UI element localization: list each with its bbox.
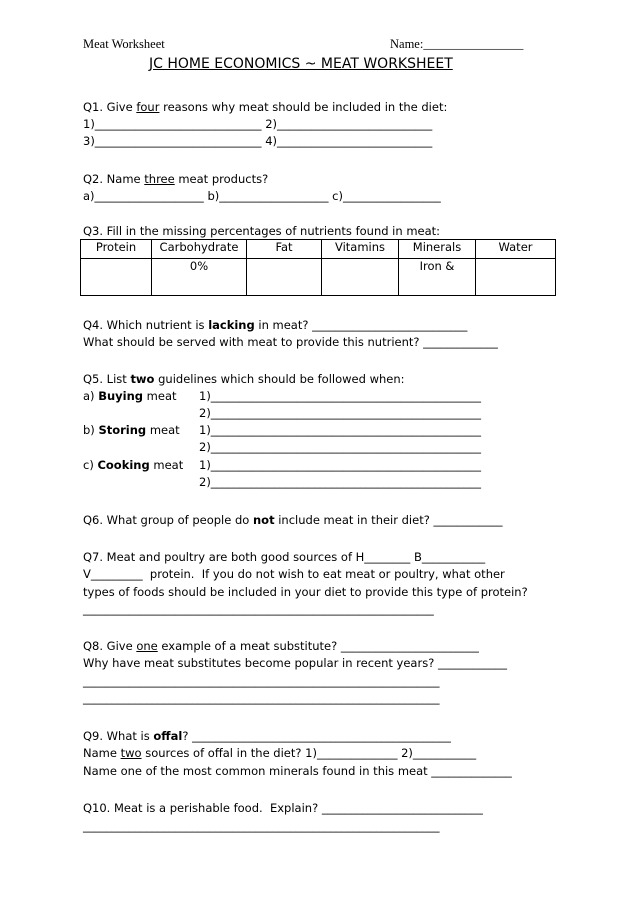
- header-fat: Fat: [247, 240, 322, 259]
- q5-cooking-label: c) Cooking meat: [83, 458, 184, 472]
- q9-question: Q9. What is offal? _____________________________________________: [83, 729, 451, 743]
- value-carbohydrate: 0%: [152, 259, 247, 296]
- q4-question: Q4. Which nutrient is lacking in meat? ___________________________: [83, 318, 468, 332]
- q7-line-2: V_________ protein. If you do not wish to eat meat or poultry, what other: [83, 567, 505, 581]
- q5-buying-label: a) Buying meat: [83, 389, 177, 403]
- q1-question: Q1. Give four reasons why meat should be included in the diet:: [83, 100, 448, 114]
- q8-followup: Why have meat substitutes become popular in recent years? ____________: [83, 656, 507, 670]
- q8-answer-line-1: ______________________________________________________________: [83, 674, 440, 688]
- header-name-field: Name:________________: [390, 37, 524, 51]
- q9-sources-line: Name two sources of offal in the diet? 1)______________ 2)___________: [83, 746, 477, 760]
- q8-question: Q8. Give one example of a meat substitute? ________________________: [83, 639, 479, 653]
- q7-answer-line: _____________________________________________________________: [83, 602, 434, 616]
- q10-question: Q10. Meat is a perishable food. Explain? ____________________________: [83, 801, 483, 815]
- value-vitamins: [322, 259, 399, 296]
- q5-cooking-line-2: 2)_______________________________________________: [199, 475, 482, 489]
- q5-question: Q5. List two guidelines which should be followed when:: [83, 372, 405, 386]
- q9-mineral-line: Name one of the most common minerals found in this meat ______________: [83, 764, 512, 778]
- q1-answer-line-2: 3)_____________________________ 4)___________________________: [83, 134, 433, 148]
- q7-line-1: Q7. Meat and poultry are both good sources of H________ B___________: [83, 550, 486, 564]
- header-worksheet-name: Meat Worksheet: [83, 37, 165, 51]
- q5-storing-line-1: 1)_______________________________________________: [199, 423, 482, 437]
- q5-cooking-line-1: 1)_______________________________________________: [199, 458, 482, 472]
- q5-buying-line-1: 1)_______________________________________________: [199, 389, 482, 403]
- q6-question: Q6. What group of people do not include meat in their diet? ____________: [83, 513, 503, 527]
- q2-question: Q2. Name three meat products?: [83, 172, 269, 186]
- header-protein: Protein: [81, 240, 152, 259]
- q5-storing-label: b) Storing meat: [83, 423, 180, 437]
- q1-answer-line-1: 1)_____________________________ 2)___________________________: [83, 117, 433, 131]
- q4-followup: What should be served with meat to provide this nutrient? _____________: [83, 335, 498, 349]
- value-minerals: Iron &: [399, 259, 476, 296]
- value-water: [476, 259, 556, 296]
- nutrient-table: [80, 239, 556, 296]
- q5-storing-line-2: 2)_______________________________________________: [199, 440, 482, 454]
- worksheet-title: JC HOME ECONOMICS ~ MEAT WORKSHEET: [149, 56, 453, 72]
- value-fat: [247, 259, 322, 296]
- header-carbohydrate: Carbohydrate: [152, 240, 247, 259]
- q5-buying-line-2: 2)_______________________________________________: [199, 406, 482, 420]
- q10-answer-line: ______________________________________________________________: [83, 819, 440, 833]
- q3-question: Q3. Fill in the missing percentages of nutrients found in meat:: [83, 224, 441, 238]
- header-water: Water: [476, 240, 556, 259]
- q2-answer-line: a)___________________ b)___________________ c)_________________: [83, 189, 441, 203]
- q7-line-3: types of foods should be included in your diet to provide this type of protein?: [83, 585, 528, 599]
- header-minerals: Minerals: [399, 240, 476, 259]
- q8-answer-line-2: ______________________________________________________________: [83, 691, 440, 705]
- value-protein: [81, 259, 152, 296]
- header-vitamins: Vitamins: [322, 240, 399, 259]
